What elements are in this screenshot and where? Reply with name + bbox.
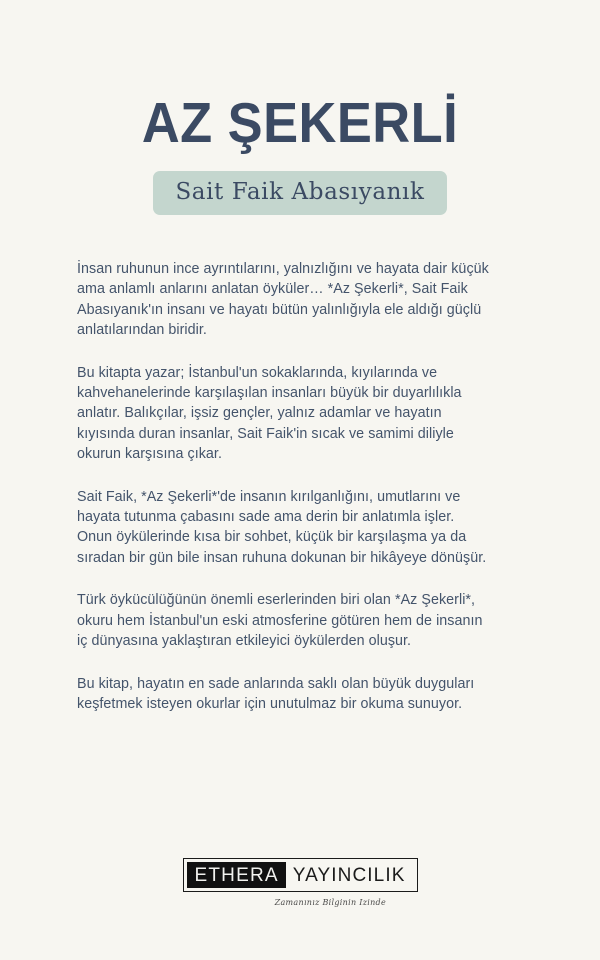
blurb-text-block <box>77 259 493 714</box>
blurb-paragraph-2: Bu kitapta yazar; İstanbul'un sokaklarında, kıyılarında ve kahvehanelerinde karşılaşılan insanları büyük bir duyarlılıkla anlatır. Balıkçılar, işsiz gençler, yalnız adamlar ve hayatın kıyısında duran insanlar, Sait Faik'in sıcak ve samimi diliyle okurun karşısına çıkar. <box>77 364 462 463</box>
publisher-type-label: YAYINCILIK <box>292 864 406 886</box>
publisher-tagline: Zamanınız Bilginin İzinde <box>274 898 386 907</box>
title-block <box>0 92 600 215</box>
publisher-logo-box <box>183 858 418 892</box>
blurb-paragraph-4: Türk öykücülüğünün önemli eserlerinden biri olan *Az Şekerli*, okuru hem İstanbul'un eski atmosferine götüren hem de insanın iç dünyasına yaklaştıran etkileyici öykülerden oluşur. <box>77 592 483 650</box>
author-name-badge: Sait Faik Abasıyanık <box>153 171 446 215</box>
publisher-name-mark: ETHERA <box>187 862 286 888</box>
page-title: AZ ŞEKERLİ <box>141 91 459 155</box>
author-badge-container <box>0 171 600 215</box>
blurb-paragraph-5: Bu kitap, hayatın en sade anlarında saklı olan büyük duyguları keşfetmek isteyen okurlar için unutulmaz bir okuma sunuyor. <box>77 675 475 712</box>
publisher-logo <box>0 858 600 907</box>
blurb-paragraph-1: İnsan ruhunun ince ayrıntılarını, yalnızlığını ve hayata dair küçük ama anlamlı anlarını anlatan öyküler… *Az Şekerli*, Sait Faik Abasıyanık'ın insanı ve hayatı bütün yalınlığıyla ele aldığı güçlü anlatılarından biridir. <box>77 261 489 339</box>
blurb-paragraph-3: Sait Faik, *Az Şekerli*'de insanın kırılganlığını, umutlarını ve hayata tutunma çabasını sade ama derin bir anlatımla işler. Onun öykülerinde kısa bir sohbet, küçük bir karşılaşma ya da sıradan bir gün bile insan ruhuna dokunan bir hikâyeye dönüşür. <box>77 488 487 566</box>
